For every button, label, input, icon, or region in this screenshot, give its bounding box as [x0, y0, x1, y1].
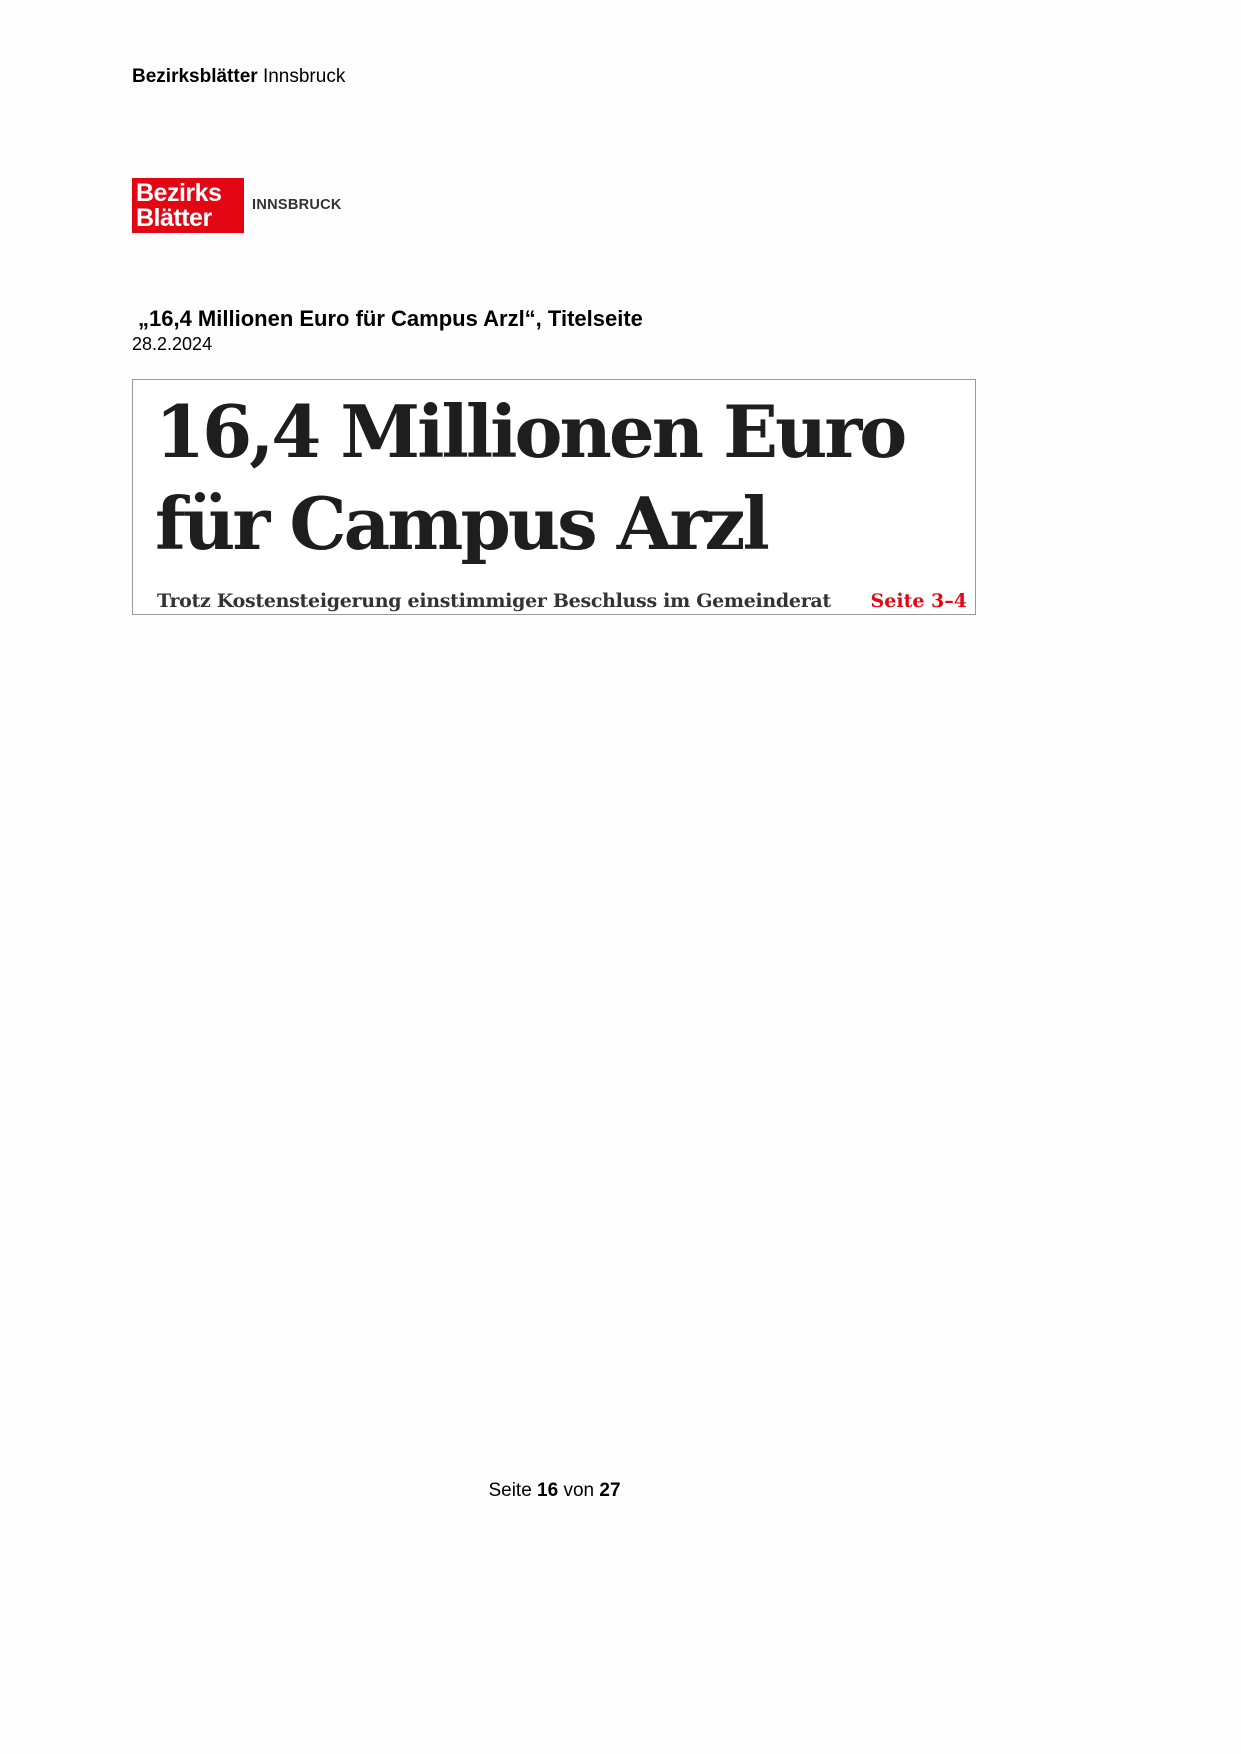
- article-date: 28.2.2024: [132, 334, 213, 354]
- footer-separator: von: [563, 1480, 595, 1501]
- header-region: Innsbruck: [262, 66, 346, 87]
- logo-line-1: Bezirks: [136, 179, 222, 207]
- clipping-headline-line-2: für Campus Arzl: [155, 481, 767, 566]
- footer-current-page: 16: [537, 1480, 559, 1501]
- clipping-headline-line-1: 16,4 Millionen Euro: [155, 389, 905, 474]
- document-header: [132, 65, 345, 89]
- logo-region-label: INNSBRUCK: [252, 197, 342, 213]
- newspaper-clipping: [132, 379, 976, 615]
- footer-total-pages: 27: [599, 1480, 621, 1501]
- footer-prefix: Seite: [488, 1480, 532, 1501]
- clipping-subheadline: Trotz Kostensteigerung einstimmiger Beschluss im Gemeinderat: [157, 590, 831, 612]
- article-title: „16,4 Millionen Euro für Campus Arzl“, Titelseite: [138, 306, 643, 331]
- clipping-page-reference: Seite 3–4: [870, 590, 967, 612]
- header-publication: Bezirksblätter: [132, 66, 258, 87]
- page-footer: [0, 1480, 1109, 1502]
- clipping-headline: [155, 386, 904, 570]
- logo-line-2: Blätter: [136, 204, 212, 232]
- bezirksblaetter-logo: [132, 178, 244, 233]
